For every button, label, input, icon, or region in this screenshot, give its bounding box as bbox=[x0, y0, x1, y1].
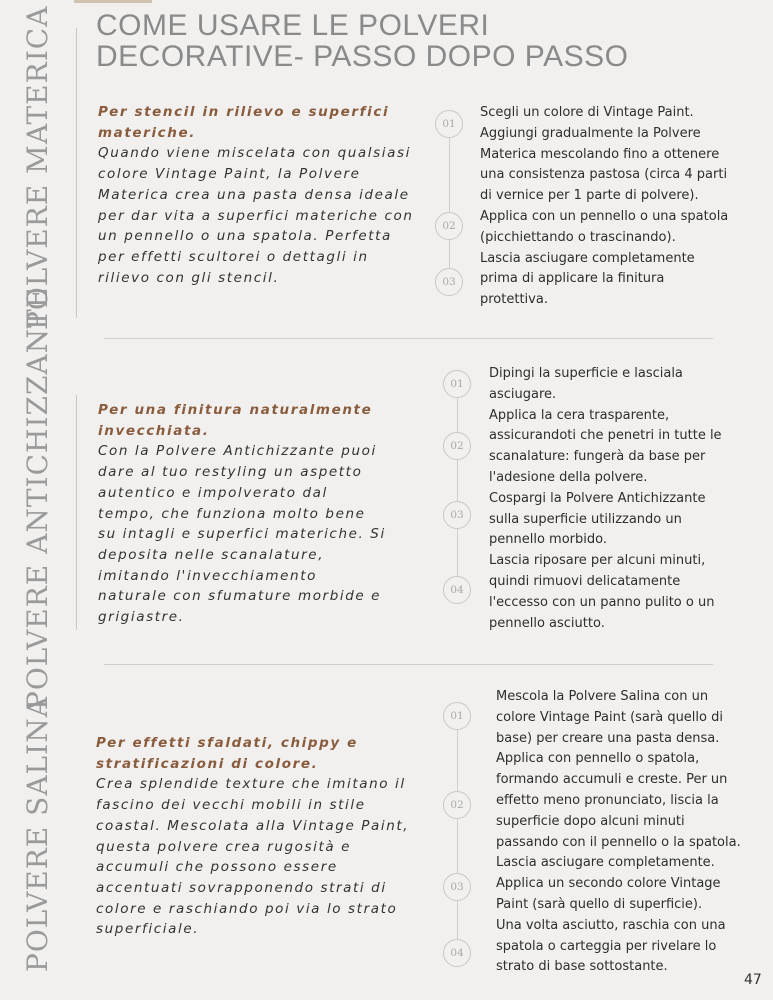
side-rule-materica bbox=[76, 28, 77, 318]
step-number-antichizzante-3: 03 bbox=[443, 501, 471, 529]
step-salina-4: Una volta asciutto, raschia con una spatola o carteggia per rivelare lo strato di base sottostante. bbox=[496, 917, 726, 975]
step-number-antichizzante-4: 04 bbox=[443, 576, 471, 604]
steps-antichizzante bbox=[489, 364, 733, 634]
section-separator-2 bbox=[104, 664, 713, 665]
section-salina-lead: Per effetti sfaldati, chippy e stratificazioni di colore. bbox=[96, 735, 358, 772]
section-separator-1 bbox=[104, 338, 713, 339]
side-label-polvere-antichizzante: POLVERE ANTICHIZZANTE bbox=[21, 286, 54, 710]
section-materica-lead: Per stencil in rilievo e superfici materiche. bbox=[98, 104, 390, 141]
step-antichizzante-2: Applica la cera trasparente, assicurandoti che penetri in tutte le scanalature: fungerà da base per l'adesione della polvere. bbox=[489, 407, 722, 485]
side-label-polvere-materica: POLVERE MATERICA bbox=[21, 5, 54, 330]
step-timeline-materica bbox=[449, 124, 450, 282]
step-salina-3: Applica un secondo colore Vintage Paint (sarà quello di superficie). bbox=[496, 876, 721, 912]
section-antichizzante-lead: Per una finitura naturalmente invecchiata. bbox=[98, 402, 373, 439]
step-materica-1: Scegli un colore di Vintage Paint. bbox=[480, 105, 694, 120]
step-salina-2: Applica con pennello o spatola, formando accumuli e creste. Per un effetto meno pronunciato, liscia la superficie dopo alcuni minuti passando con il pennello o la spatola. Lascia asciugare completamente. bbox=[496, 751, 741, 871]
step-number-salina-2: 02 bbox=[443, 791, 471, 819]
step-number-antichizzante-2: 02 bbox=[443, 432, 471, 460]
page-number: 47 bbox=[744, 972, 762, 988]
step-materica-2: Aggiungi gradualmente la Polvere Materica mescolando fino a ottenere una consistenza pastosa (circa 4 parti di vernice per 1 parte di polvere). bbox=[480, 125, 728, 204]
steps-salina bbox=[496, 687, 742, 978]
section-materica-description bbox=[98, 102, 416, 288]
step-number-antichizzante-1: 01 bbox=[443, 370, 471, 398]
step-salina-1: Mescola la Polvere Salina con un colore Vintage Paint (sarà quello di base) per creare una pasta densa. bbox=[496, 689, 723, 746]
page-title-line-2: DECORATIVE- PASSO DOPO PASSO bbox=[96, 40, 629, 73]
step-antichizzante-3: Cospargi la Polvere Antichizzante sulla superficie utilizzando un pennello morbido. bbox=[489, 490, 706, 548]
page-title-line-1: COME USARE LE POLVERI bbox=[96, 9, 490, 42]
section-antichizzante-description bbox=[98, 400, 390, 628]
step-timeline-salina bbox=[457, 716, 458, 954]
top-accent-bar bbox=[74, 0, 152, 3]
step-number-materica-3: 03 bbox=[435, 268, 463, 296]
step-materica-4: Lascia asciugare completamente prima di applicare la finitura protettiva. bbox=[480, 250, 695, 308]
step-number-salina-4: 04 bbox=[443, 939, 471, 967]
step-number-salina-3: 03 bbox=[443, 873, 471, 901]
step-number-materica-1: 01 bbox=[435, 110, 463, 138]
side-rule-antichizzante bbox=[76, 395, 77, 630]
step-materica-3: Applica con un pennello o una spatola (picchiettando o trascinando). bbox=[480, 208, 729, 245]
step-timeline-antichizzante bbox=[457, 384, 458, 590]
section-salina-body: Crea splendide texture che imitano il fascino dei vecchi mobili in stile coastal. Mescolata alla Vintage Paint, questa polvere crea rugosità e accumuli che possono essere accentuati sovrapponendo strati di colore e raschiando poi via lo strato superficiale. bbox=[96, 776, 410, 938]
section-materica-body: Quando viene miscelata con qualsiasi colore Vintage Paint, la Polvere Materica crea una pasta densa ideale per dar vita a superfici materiche con un pennello o una spatola. Perfetta per effetti scultorei o dettagli in rilievo con gli stencil. bbox=[98, 145, 414, 286]
section-salina-description bbox=[96, 733, 414, 940]
steps-materica bbox=[480, 103, 732, 311]
step-number-salina-1: 01 bbox=[443, 702, 471, 730]
page-title bbox=[96, 10, 628, 72]
step-antichizzante-1: Dipingi la superficie e lasciala asciugare. bbox=[489, 366, 683, 402]
side-label-polvere-salina: POLVERE SALINA bbox=[21, 696, 54, 972]
step-number-materica-2: 02 bbox=[435, 212, 463, 240]
step-antichizzante-4: Lascia riposare per alcuni minuti, quindi rimuovi delicatamente l'eccesso con un panno pulito o un pennello asciutto. bbox=[489, 553, 715, 631]
section-antichizzante-body: Con la Polvere Antichizzante puoi dare al tuo restyling un aspetto autentico e impolverato dal tempo, che funziona molto bene su intagli e superfici materiche. Si deposita nelle scanalature, imitando l'invecchiamento naturale con sfumature morbide e grigiastre. bbox=[98, 443, 386, 626]
